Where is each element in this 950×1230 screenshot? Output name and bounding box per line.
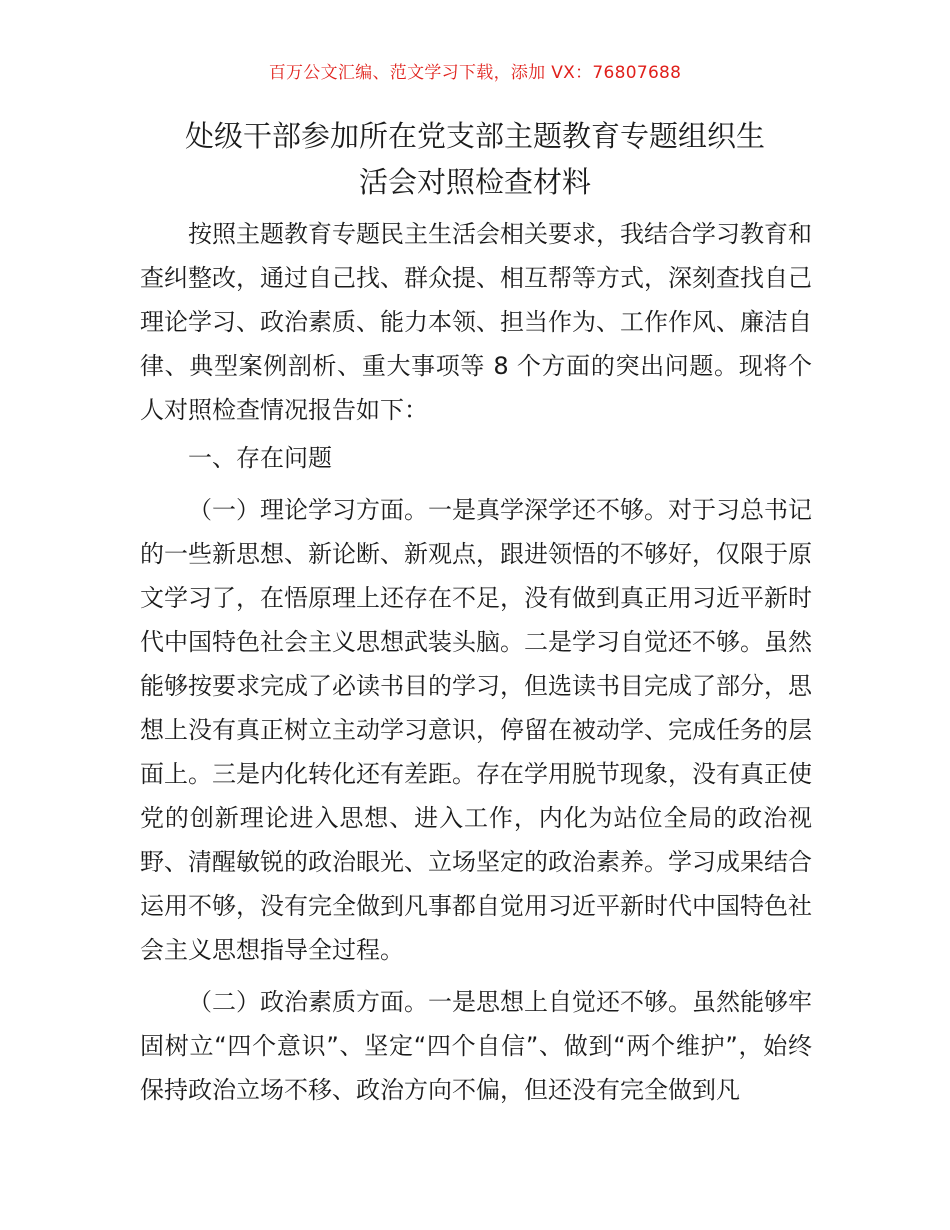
paragraph-theory-study: （一）理论学习方面。一是真学深学还不够。对于习总书记的一些新思想、新论断、新观点，跟进领悟的不够好，仅限于原文学习了，在悟原理上还存在不足，没有做到真正用习近平新时代中国特色社会主义思想武装头脑。二是学习自觉还不够。虽然能够按要求完成了必读书目的学习，但选读书目完成了部分，思想上没有真正树立主动学习意识，停留在被动学、完成任务的层面上。三是内化转化还有差距。存在学用脱节现象，没有真正使党的创新理论进入思想、进入工作，内化为站位全局的政治视野、清醒敏锐的政治眼光、立场坚定的政治素养。学习成果结合运用不够，没有完全做到凡事都自觉用习近平新时代中国特色社会主义思想指导全过程。 — [140, 496, 812, 964]
title-line-1: 处级干部参加所在党支部主题教育专题组织生 — [184, 119, 765, 153]
title-line-2: 活会对照检查材料 — [358, 165, 591, 199]
section-heading-problems: 一、存在问题 — [188, 444, 332, 472]
document-title — [140, 113, 810, 205]
document-body — [140, 212, 812, 1112]
paragraph-political-quality: （二）政治素质方面。一是思想上自觉还不够。虽然能够牢固树立“四个意识”、坚定“四个自信”、做到“两个维护”，始终保持政治立场不移、政治方向不偏，但还没有完全做到凡 — [140, 988, 812, 1104]
intro-paragraph: 按照主题教育专题民主生活会相关要求，我结合学习教育和查纠整改，通过自己找、群众提、相互帮等方式，深刻查找自己理论学习、政治素质、能力本领、担当作为、工作作风、廉洁自律、典型案例剖析、重大事项等 8 个方面的突出问题。现将个人对照检查情况报告如下： — [140, 220, 812, 424]
header-watermark-note: 百万公文汇编、范文学习下载，添加 VX：76807688 — [268, 63, 682, 83]
